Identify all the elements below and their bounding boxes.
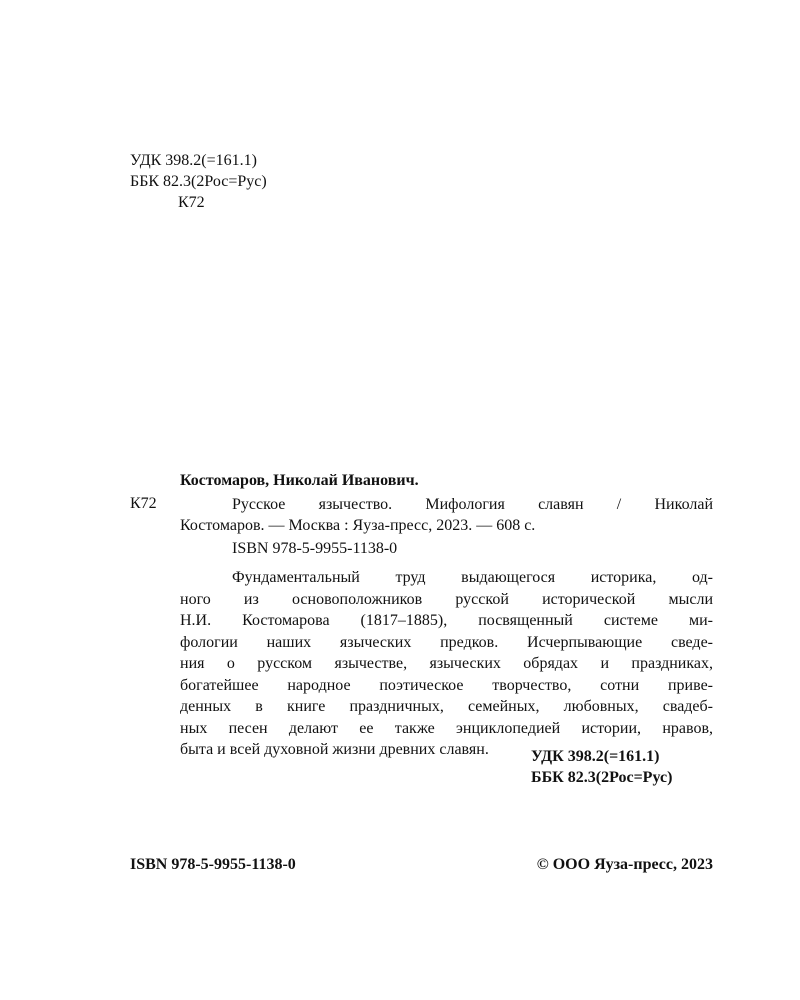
annotation-text bbox=[180, 567, 713, 761]
annotation-line: Фундаментальный труд выдающегося историка, од- bbox=[232, 569, 713, 586]
annotation-line: ния о русском язычестве, языческих обрядах и праздниках, bbox=[180, 655, 713, 672]
author-heading: Костомаров, Николай Иванович. bbox=[180, 472, 419, 489]
annotation-line: ного из основоположников русской исторической мысли bbox=[180, 590, 713, 608]
title-description bbox=[180, 494, 713, 536]
title-line-1: Русское язычество. Мифология славян / Николай bbox=[232, 496, 713, 513]
annotation-line: богатейшее народное поэтическое творчество, сотни приве- bbox=[180, 676, 713, 694]
top-bbk-code: ББК 82.3(2Рос=Рус) bbox=[130, 173, 267, 190]
record-isbn: ISBN 978-5-9955-1138-0 bbox=[232, 540, 398, 557]
annotation-line: ных песен делают ее также энциклопедией истории, нравов, bbox=[180, 719, 713, 737]
bottom-bbk-code: ББК 82.3(2Рос=Рус) bbox=[531, 769, 673, 786]
top-udc-code: УДК 398.2(=161.1) bbox=[130, 152, 257, 169]
bottom-classification-block bbox=[531, 746, 672, 788]
annotation-line: быта и всей духовной жизни древних славян. bbox=[180, 741, 489, 758]
bottom-udc-code: УДК 398.2(=161.1) bbox=[531, 748, 660, 765]
record-author-mark: К72 bbox=[130, 495, 157, 512]
footer-isbn: ISBN 978-5-9955-1138-0 bbox=[130, 856, 296, 873]
annotation-line: Н.И. Костомарова (1817–1885), посвященный системе ми- bbox=[180, 612, 713, 629]
top-author-mark: К72 bbox=[178, 194, 205, 211]
footer-copyright: © ООО Яуза-пресс, 2023 bbox=[536, 856, 713, 873]
annotation-line: фологии наших языческих предков. Исчерпывающие сведе- bbox=[180, 633, 713, 651]
top-classification-block bbox=[130, 150, 267, 213]
title-line-2: Костомаров. — Москва : Яуза-пресс, 2023. — 608 с. bbox=[180, 517, 536, 534]
annotation-line: денных в книге праздничных, семейных, любовных, свадеб- bbox=[180, 698, 713, 715]
